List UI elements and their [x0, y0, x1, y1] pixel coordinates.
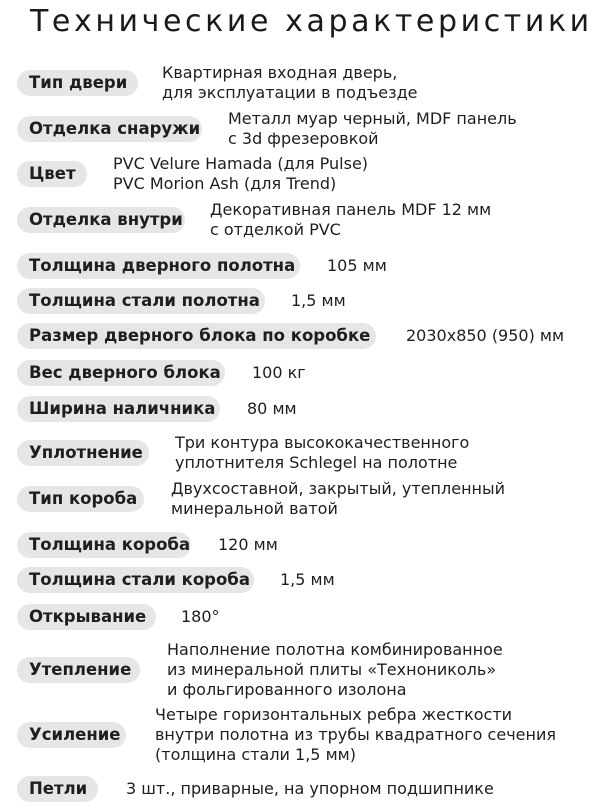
spec-value: Четыре горизонтальных ребра жесткости внутри полотна из трубы квадратного сечения (толщина стали 1,5 мм) — [155, 705, 556, 764]
spec-label: Толщина дверного полотна — [17, 253, 300, 279]
spec-row-sealing — [0, 430, 607, 476]
spec-value: 120 мм — [218, 535, 278, 554]
spec-row-door-leaf-thickness — [0, 252, 607, 280]
spec-label: Усиление — [17, 722, 126, 748]
spec-label: Толщина стали короба — [17, 567, 254, 593]
spec-value: 80 мм — [247, 399, 297, 418]
spec-value: 100 кг — [252, 363, 306, 382]
spec-label: Размер дверного блока по коробке — [17, 323, 376, 349]
spec-label: Вес дверного блока — [17, 360, 225, 386]
spec-label: Ширина наличника — [17, 396, 220, 422]
spec-row-frame-thickness — [0, 531, 607, 559]
spec-label: Толщина стали полотна — [17, 288, 265, 314]
spec-value: Наполнение полотна комбинированное из минеральной плиты «Технониколь» и фольгированного изолона — [167, 640, 503, 699]
spec-row-door-type — [0, 60, 607, 106]
spec-label: Уплотнение — [17, 440, 149, 466]
spec-label: Тип двери — [17, 70, 138, 96]
spec-value: Металл муар черный, MDF панель с 3d фрезеровкой — [228, 109, 517, 148]
spec-value: Три контура высококачественного уплотнителя Schlegel на полотне — [175, 433, 470, 472]
spec-value: Декоративная панель MDF 12 мм с отделкой PVC — [210, 200, 492, 239]
spec-row-block-size — [0, 322, 607, 350]
spec-value: 2030х850 (950) мм — [406, 326, 565, 345]
spec-value: 105 мм — [327, 256, 387, 275]
spec-label: Тип короба — [17, 486, 144, 512]
page-title: Технические характеристики — [30, 4, 593, 39]
spec-row-insulation — [0, 640, 607, 700]
spec-row-opening — [0, 603, 607, 631]
spec-row-block-weight — [0, 359, 607, 387]
spec-row-exterior-finish — [0, 107, 607, 151]
spec-row-frame-steel-thickness — [0, 566, 607, 594]
spec-value: 1,5 мм — [291, 291, 346, 310]
spec-row-leaf-steel-thickness — [0, 287, 607, 315]
spec-label: Отделка внутри — [17, 207, 185, 233]
spec-row-hinges — [0, 775, 607, 803]
spec-row-reinforcement — [0, 705, 607, 765]
spec-row-interior-finish — [0, 198, 607, 242]
spec-value: Двухсоставной, закрытый, утепленный минеральной ватой — [171, 479, 506, 518]
spec-row-color — [0, 152, 607, 196]
spec-value: PVC Velure Hamada (для Pulse) PVC Morion Ash (для Trend) — [113, 154, 369, 193]
spec-label: Утепление — [17, 657, 140, 683]
spec-value: 1,5 мм — [280, 570, 335, 589]
spec-row-casing-width — [0, 395, 607, 423]
spec-value: 3 шт., приварные, на упорном подшипнике — [126, 779, 494, 798]
spec-label: Отделка снаружи — [17, 116, 202, 142]
spec-label: Толщина короба — [17, 532, 191, 558]
spec-label: Цвет — [17, 161, 87, 187]
spec-value: Квартирная входная дверь, для эксплуатации в подъезде — [162, 63, 418, 102]
spec-label: Петли — [17, 776, 98, 802]
spec-label: Открывание — [17, 604, 156, 630]
spec-row-frame-type — [0, 477, 607, 521]
spec-value: 180° — [181, 607, 220, 626]
